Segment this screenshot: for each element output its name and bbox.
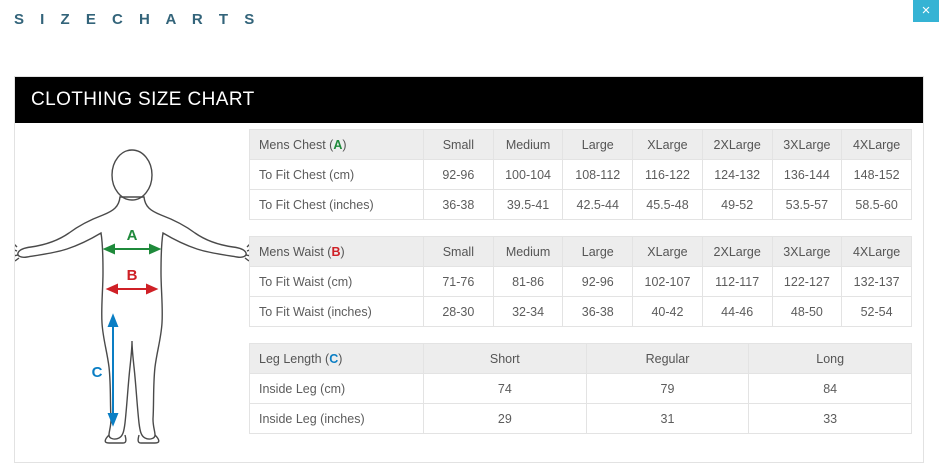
- body-measurement-figure: [15, 123, 249, 445]
- table-header-cell: 2XLarge: [702, 130, 772, 160]
- table-cell: 58.5-60: [842, 190, 912, 220]
- size-tables: [249, 123, 923, 462]
- table-row: [250, 267, 912, 297]
- table-cell: 29: [424, 404, 587, 434]
- header-label-mark: A: [333, 137, 343, 152]
- table-header-cell: Long: [749, 344, 912, 374]
- human-figure-icon: [15, 127, 249, 445]
- header-label-text: Leg Length (: [259, 351, 330, 366]
- header-label-mark: B: [331, 244, 341, 259]
- figure-label-c: C: [91, 364, 103, 381]
- page-title: S I Z E C H A R T S: [14, 11, 261, 28]
- mens-waist-table: [249, 236, 912, 327]
- mens-chest-table: [249, 129, 912, 220]
- table-cell: 42.5-44: [563, 190, 633, 220]
- table-cell: 102-107: [633, 267, 703, 297]
- table-row: [250, 374, 912, 404]
- table-cell: 31: [586, 404, 749, 434]
- table-cell: 40-42: [633, 297, 703, 327]
- table-cell: 33: [749, 404, 912, 434]
- table-cell: 81-86: [493, 267, 563, 297]
- table-cell: 122-127: [772, 267, 842, 297]
- table-cell: 132-137: [842, 267, 912, 297]
- table-header-row: [250, 237, 912, 267]
- table-cell: 148-152: [842, 160, 912, 190]
- table-cell: 52-54: [842, 297, 912, 327]
- table-header-cell: 2XLarge: [702, 237, 772, 267]
- figure-label-b: B: [126, 267, 138, 284]
- table-header-row: [250, 130, 912, 160]
- table-header-cell: Small: [424, 237, 494, 267]
- table-cell: 48-50: [772, 297, 842, 327]
- table-header-label: [250, 130, 424, 160]
- table-cell: 92-96: [563, 267, 633, 297]
- header-label-suffix: ): [342, 137, 347, 152]
- table-cell: 108-112: [563, 160, 633, 190]
- table-header-label: [250, 344, 424, 374]
- table-header-label: [250, 237, 424, 267]
- table-header-cell: Short: [424, 344, 587, 374]
- table-cell: 36-38: [563, 297, 633, 327]
- table-row: [250, 297, 912, 327]
- table-cell: 44-46: [702, 297, 772, 327]
- table-cell: 84: [749, 374, 912, 404]
- table-cell: 49-52: [702, 190, 772, 220]
- table-header-cell: Large: [563, 130, 633, 160]
- table-cell: 71-76: [424, 267, 494, 297]
- table-cell: 136-144: [772, 160, 842, 190]
- table-cell: 74: [424, 374, 587, 404]
- row-label: Inside Leg (cm): [250, 374, 424, 404]
- table-cell: 32-34: [493, 297, 563, 327]
- leg-length-table: [249, 343, 912, 434]
- row-label: Inside Leg (inches): [250, 404, 424, 434]
- table-row: [250, 404, 912, 434]
- header-label-suffix: ): [340, 244, 345, 259]
- table-header-cell: Medium: [493, 237, 563, 267]
- clothing-size-chart-panel: [14, 76, 924, 463]
- chart-body: [15, 123, 923, 462]
- table-row: [250, 160, 912, 190]
- figure-label-a: A: [126, 227, 138, 244]
- table-cell: 124-132: [702, 160, 772, 190]
- table-header-cell: 3XLarge: [772, 130, 842, 160]
- close-button[interactable]: ×: [913, 0, 939, 22]
- table-header-cell: Small: [424, 130, 494, 160]
- header-label-text: Mens Waist (: [259, 244, 332, 259]
- table-row: [250, 190, 912, 220]
- row-label: To Fit Chest (inches): [250, 190, 424, 220]
- header-label-suffix: ): [338, 351, 343, 366]
- table-header-cell: Regular: [586, 344, 749, 374]
- table-header-cell: Medium: [493, 130, 563, 160]
- table-cell: 79: [586, 374, 749, 404]
- header-label-mark: C: [329, 351, 339, 366]
- table-header-cell: 4XLarge: [842, 130, 912, 160]
- row-label: To Fit Waist (inches): [250, 297, 424, 327]
- row-label: To Fit Waist (cm): [250, 267, 424, 297]
- table-header-cell: XLarge: [633, 130, 703, 160]
- table-cell: 92-96: [424, 160, 494, 190]
- header-label-text: Mens Chest (: [259, 137, 334, 152]
- table-header-row: [250, 344, 912, 374]
- table-header-cell: 4XLarge: [842, 237, 912, 267]
- table-cell: 53.5-57: [772, 190, 842, 220]
- table-cell: 100-104: [493, 160, 563, 190]
- table-header-cell: 3XLarge: [772, 237, 842, 267]
- table-cell: 112-117: [702, 267, 772, 297]
- chart-header-title: CLOTHING SIZE CHART: [15, 77, 923, 123]
- table-cell: 45.5-48: [633, 190, 703, 220]
- table-cell: 39.5-41: [493, 190, 563, 220]
- table-cell: 28-30: [424, 297, 494, 327]
- table-header-cell: XLarge: [633, 237, 703, 267]
- table-cell: 116-122: [633, 160, 703, 190]
- row-label: To Fit Chest (cm): [250, 160, 424, 190]
- table-cell: 36-38: [424, 190, 494, 220]
- table-header-cell: Large: [563, 237, 633, 267]
